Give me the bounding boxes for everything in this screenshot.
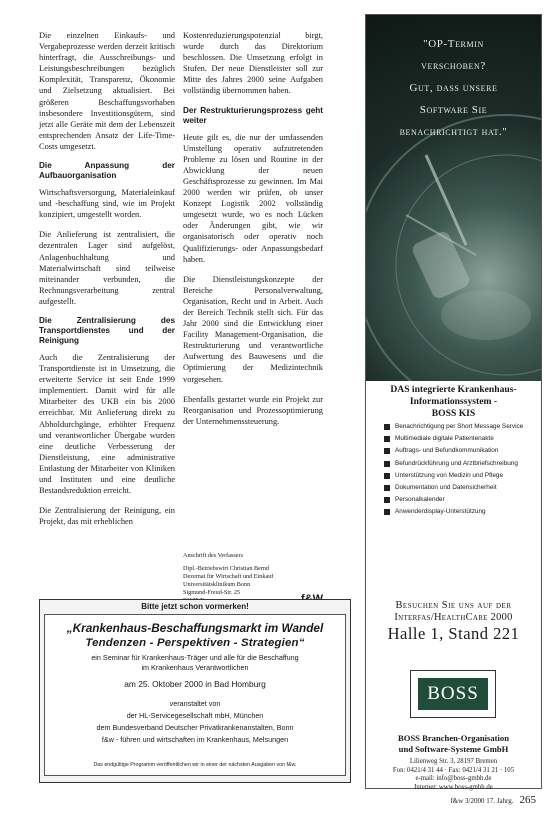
- section-heading: Die Anpassung der Aufbauorganisation: [39, 161, 175, 181]
- paragraph: Die Zentralisierung der Reinigung, ein Projekt, das mit erheblichen: [39, 506, 175, 527]
- paragraph: Die einzelnen Einkaufs- und Vergabeprozesse werden derzeit kritisch hinterfragt, die Ausschreibungs- und Leistungsbeschreibungen bezüglich Komplexität, Transparenz, Ökonomie und Zielsetzung aktualisiert. Bei größeren Beschaffungsvorhaben insbesondere Investitionsgütern, sind jetzt alle Geräte mit dem der Lebenszeit entsprechenden Ansatz der Life-Time-Costs umgesetzt.: [39, 31, 175, 151]
- seminar-intro-line: im Krankenhaus Verantwortlichen: [141, 663, 249, 672]
- page-footer: [450, 794, 536, 806]
- issue-label: f&w 3/2000 17. Jahrg.: [450, 797, 514, 805]
- seminar-date: am 25. Oktober 2000 in Bad Homburg: [124, 679, 266, 689]
- paragraph: Die Anlieferung ist zentralisiert, die dezentralen Lager sind aufgelöst, Anlagenbuchhaltung und Materialwirtschaft sind teilweise miteinander verbunden, die Rechnungsverarbeitung zentral aufgestellt.: [39, 230, 175, 306]
- paragraph: Wirtschaftsversorgung, Materialeinkauf und -beschaffung sind, wie im Projekt konzipiert, umgestellt worden.: [39, 188, 175, 220]
- feature-label: Benachrichtigung per Short Message Service: [395, 423, 524, 430]
- feature-list: [384, 423, 534, 521]
- boss-logo: BOSS: [418, 678, 488, 710]
- paragraph: Kostenreduzierungspotenzial birgt, wurde durch das Direktorium beschlossen. Die Umsetzung erfolgt in Stufen. Der neue Dienstleister soll zur Mitte des Jahres 2000 seine Aufgaben vollständig übernommen haben.: [183, 31, 323, 96]
- seminar-footnote: Das endgültige Programm veröffentlichen wir in einer der nächsten Ausgaben von f&w.: [93, 762, 297, 768]
- visit-line: Interfas/HealthCare 2000: [394, 612, 513, 623]
- paragraph: Auch die Zentralisierung der Transportdienste ist in Umsetzung, die erweiterte Service ist seit Ende 1999 implementiert. Damit wird für alle Mitarbeiter des UKB ein bis 2000 erreichbar. Mit Anlieferung direkt zu Abholdurchgänge, erhöhter Frequenz und verantwortlicher Übergabe wurden eine deutliche Verbesserung der Dienstleistung, eine administrative Entlastung der Mitarbeiter von Kliniken und Instituten und eine deutliche Bestandsreduktion erreicht.: [39, 352, 175, 496]
- author-address: [183, 552, 323, 605]
- paragraph: Ebenfalls gestartet wurde ein Projekt zur Reorganisation und Prozessoptimierung der Unternehmenssteuerung.: [183, 394, 323, 426]
- address-line: e-mail: info@boss-gmbh.de: [415, 775, 492, 783]
- ad-headline-line: benachrichtigt hat.": [399, 126, 508, 138]
- article-column-1: [39, 30, 175, 536]
- kis-title-line: BOSS KIS: [431, 408, 476, 419]
- feature-item: [384, 472, 534, 480]
- feature-label: Dokumentation und Datensicherheit: [395, 483, 497, 491]
- kis-title-line: Informationssystem -: [409, 396, 498, 407]
- seminar-title: „Krankenhaus-Beschaffungsmarkt im Wandel: [66, 621, 324, 635]
- feature-item: [384, 447, 534, 455]
- feature-label: Auftrags- und Befundkommunikation: [395, 447, 499, 455]
- paragraph: Heute gilt es, die nur der umfassenden Umstellung operativ aufzutretenden Probleme zu lösen und Routine in der Abwicklung der neuen Geschäftsprozesse zu gewinnen. Im Mai 2000 werden wir prüfen, ob unser Konzept Logistik 2002 vollständig umgesetzt wurde, wo es noch Lücken oder Änderungen gibt, wie wir organisatorisch oder operativ noch Qualifizierungs- oder Anpassungsbedarf haben.: [183, 132, 323, 264]
- feature-label: Anwenderdisplay-Unterstützung: [395, 508, 486, 516]
- paragraph: Die Dienstleistungskonzepte der Bereiche Personalverwaltung, Organisation, Recht und in Arbeit. Auch der Bereich Technik stellt sich. Für das Jahr 2000 sind die Entwicklung einer Facility Management-Organisation, die Restrukturierung und verantwortliche Aufwertung des Bauwesens und die Optimierung der Medizintechnik vorgesehen.: [183, 274, 323, 384]
- ad-headline-line: Gut, dass unsere: [409, 82, 498, 94]
- organizer-line: der HL-Servicegesellschaft mbH, München: [126, 711, 264, 720]
- seminar-reminder: Bitte jetzt schon vormerken!: [141, 602, 249, 611]
- feature-item: [384, 423, 534, 431]
- feature-label: Multimediale digitale Patientenakte: [395, 435, 494, 443]
- author-line: Sigmund-Freud-Str. 25: [183, 589, 241, 596]
- author-line: Dipl.-Betriebswirt Christian Bernd: [183, 565, 270, 572]
- seminar-advertisement: [39, 599, 351, 783]
- ad-headline: [370, 33, 537, 143]
- bullet-square-icon: [384, 461, 390, 467]
- kis-title: [370, 384, 537, 420]
- feature-item: [384, 508, 534, 516]
- feature-label: Unterstützung von Medizin und Pflege: [395, 471, 503, 479]
- address-line: Internet: www.boss-gmbh.de: [414, 783, 493, 791]
- bullet-square-icon: [384, 424, 390, 430]
- page-number: 265: [519, 794, 536, 806]
- organizer-line: dem Bundesverband Deutscher Privatkrankenanstalten, Bonn: [96, 723, 294, 732]
- address-line: Lilienweg Str. 3, 28197 Bremen: [409, 758, 498, 765]
- ad-headline-line: "OP-Termin: [423, 38, 484, 50]
- fair-visit-note: [370, 600, 537, 644]
- feature-item: [384, 484, 534, 492]
- organizer-line: f&w - führen und wirtschaften im Krankenhaus, Melsungen: [101, 735, 289, 744]
- company-name-line: BOSS Branchen-Organisation: [397, 733, 510, 743]
- company-name: [370, 733, 537, 754]
- bullet-square-icon: [384, 436, 390, 442]
- bullet-square-icon: [384, 448, 390, 454]
- feature-label: Befundrückführung und Arztbriefschreibung: [395, 459, 518, 467]
- article-column-2: [183, 30, 323, 436]
- seminar-intro-line: ein Seminar für Krankenhaus-Träger und alle für die Beschaffung: [91, 653, 299, 662]
- section-heading: Der Restrukturierungsprozess geht weiter: [183, 105, 323, 125]
- address-line: Fon: 0421/4 31 44 · Fax: 0421/4 31 21 · 105: [392, 766, 515, 774]
- kis-title-line: DAS integrierte Krankenhaus-: [390, 384, 517, 395]
- bullet-square-icon: [384, 497, 390, 503]
- feature-label: Personalkalender: [395, 496, 445, 504]
- feature-item: [384, 435, 534, 443]
- author-line: Dezernat für Wirtschaft und Einkauf: [183, 573, 274, 580]
- visit-line: Besuchen Sie uns auf der: [395, 600, 512, 611]
- feature-item: [384, 496, 534, 504]
- ad-photo-clock: [366, 15, 541, 381]
- bullet-square-icon: [384, 473, 390, 479]
- author-label: Anschrift des Verfassers: [183, 552, 244, 559]
- author-line: Universitätsklinikum Bonn: [183, 581, 251, 588]
- bullet-square-icon: [384, 485, 390, 491]
- boss-logo-frame: [410, 670, 496, 718]
- company-address: [370, 758, 537, 792]
- boss-advertisement: [365, 14, 542, 789]
- feature-item: [384, 460, 534, 468]
- ad-headline-line: verschoben?: [421, 60, 486, 72]
- ad-headline-line: Software Sie: [419, 104, 488, 116]
- visit-stand: Halle 1, Stand 221: [387, 624, 520, 643]
- bullet-square-icon: [384, 509, 390, 515]
- section-heading: Die Zentralisierung des Transportdienstes und der Reinigung: [39, 315, 175, 345]
- seminar-box: [44, 614, 346, 776]
- organizer-line: veranstaltet von: [169, 699, 221, 708]
- seminar-subtitle: Tendenzen - Perspektiven - Strategien“: [85, 637, 305, 649]
- company-name-line: und Software-Systeme GmbH: [398, 743, 509, 754]
